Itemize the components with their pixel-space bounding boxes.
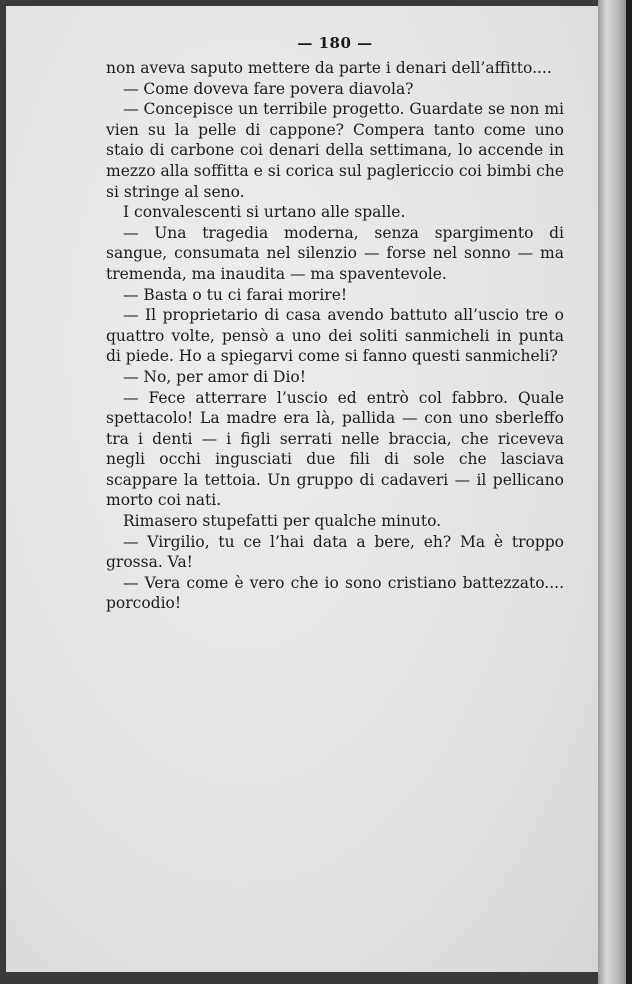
paragraph: — Basta o tu ci farai morire! xyxy=(123,285,348,304)
scan-edge xyxy=(626,0,632,984)
paragraph: — Come doveva fare povera diavola? xyxy=(123,79,414,98)
paragraph: non aveva saputo mettere da parte i denari dell’affitto.... xyxy=(106,59,552,77)
paragraph: — Virgilio, tu ce l’hai data a bere, eh? Ma è troppo grossa. Va! xyxy=(106,532,564,572)
paragraph: — Vera come è vero che io sono cristiano battezzato.... porcodio! xyxy=(106,573,564,613)
paragraph: — Una tragedia moderna, senza spargimento di sangue, consumata nel silenzio — forse nel sonno — ma tremenda, ma inaudita — ma spaventevole. xyxy=(106,223,564,283)
page-number-text: — 180 — xyxy=(297,34,373,52)
paragraph: — Fece atterrare l’uscio ed entrò col fabbro. Quale spettacolo! La madre era là, pallida — con uno sberleffo tra i denti — i figli serrati nelle braccia, che riceveva negli occhi ingusciati due fili di sole che lasciava scappare la tettoia. Un gruppo di cadaveri — il pellicano morto coi nati. xyxy=(106,388,564,510)
body-text xyxy=(106,58,564,614)
paragraph: — No, per amor di Dio! xyxy=(123,367,306,386)
paragraph: I convalescenti si urtano alle spalle. xyxy=(123,203,406,222)
paragraph: — Il proprietario di casa avendo battuto all’uscio tre o quattro volte, pensò a uno dei soliti sanmicheli in punta di piede. Ho a spiegarvi come si fanno questi sanmicheli? xyxy=(106,306,564,366)
paragraph: — Concepisce un terribile progetto. Guardate se non mi vien su la pelle di cappone? Compera tanto come uno staio di carbone coi denari della settimana, lo accende in mezzo alla soffitta e si corica sul paglericcio coi bimbi che si stringe al seno. xyxy=(106,100,564,201)
paragraph: Rimasero stupefatti per qualche minuto. xyxy=(123,512,442,531)
page-number xyxy=(0,34,632,52)
